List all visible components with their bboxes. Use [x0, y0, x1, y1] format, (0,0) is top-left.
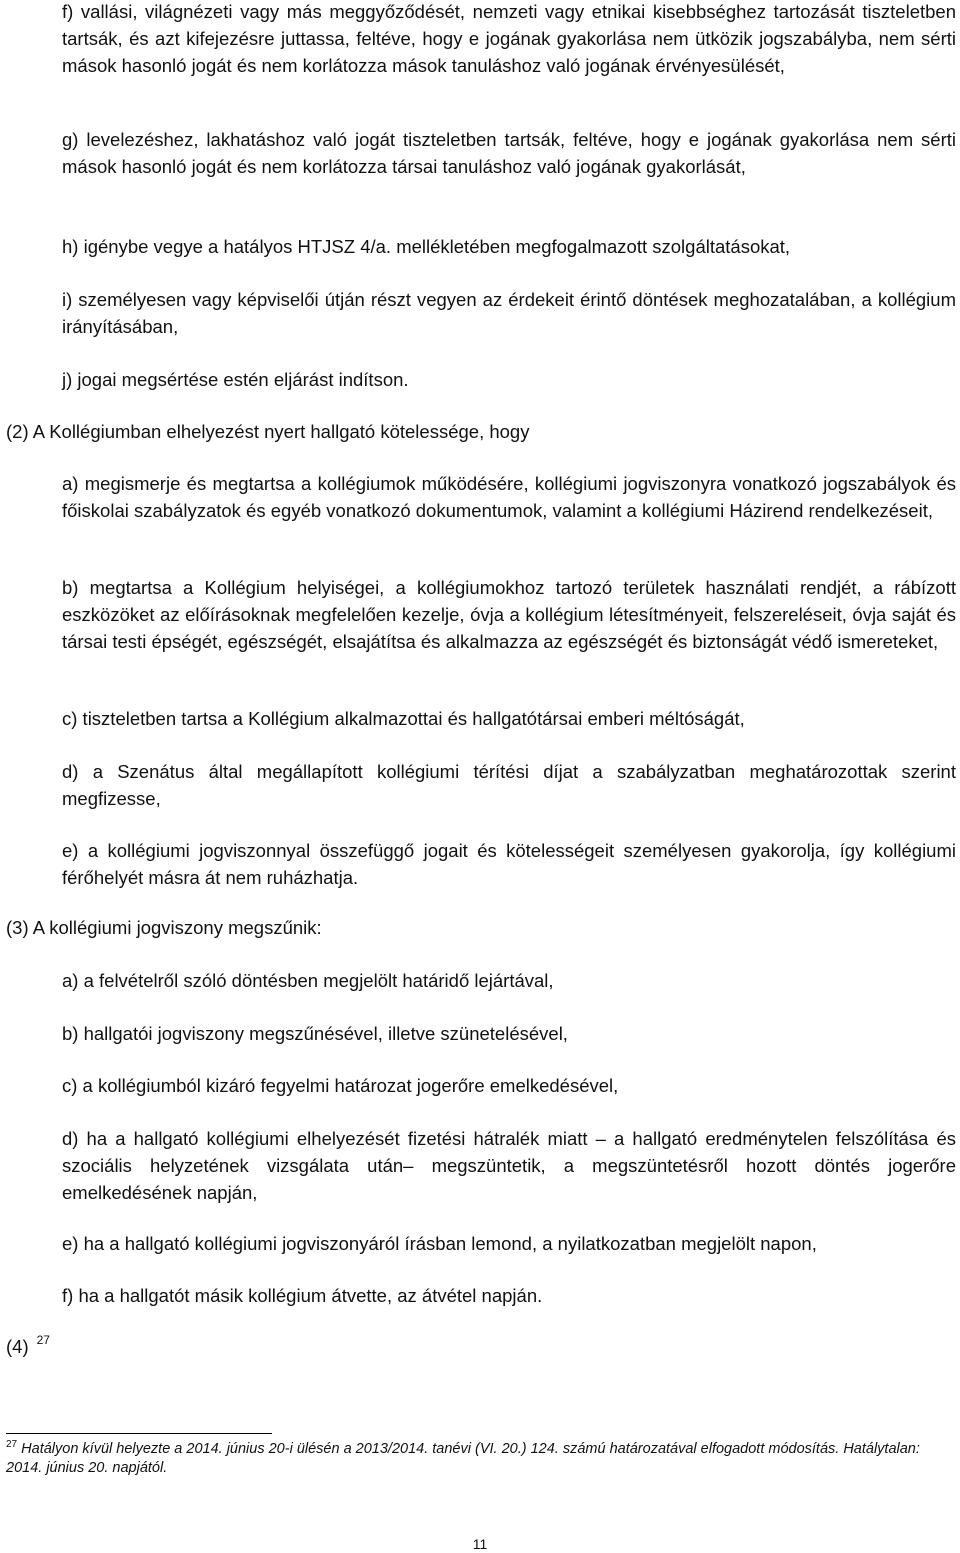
item-3f: f) ha a hallgatót másik kollégium átvette, az átvétel napján.	[62, 1285, 543, 1306]
item-2b: b) megtartsa a Kollégium helyiségei, a kollégiumokhoz tartozó területek használati rendjét, a rábízott eszközöket az előírásoknak megfelelően kezelje, óvja a kollégium létesítményeit, felszereléseit, óvja saját és társai testi épségét, egészségét, elsajátítsa és alkalmazza az egészségét és biztonságát védő ismereteket,	[62, 577, 956, 652]
item-1h: h) igénybe vegye a hatályos HTJSZ 4/a. mellékletében megfogalmazott szolgáltatásokat,	[62, 236, 791, 257]
footnote-text: Hatályon kívül helyezte a 2014. június 20-i ülésén a 2013/2014. tanévi (VI. 20.) 124. számú határozatával elfogadott módosítás. Hatálytalan: 2014. június 20. napjától.	[6, 1441, 920, 1476]
item-1i: i) személyesen vagy képviselői útján részt vegyen az érdekeit érintő döntések meghozatalában, a kollégium irányításában,	[62, 289, 956, 337]
footnote	[6, 1440, 956, 1478]
item-3e: e) ha a hallgató kollégiumi jogviszonyáról írásban lemond, a nyilatkozatban megjelölt napon,	[62, 1233, 817, 1254]
item-2c: c) tiszteletben tartsa a Kollégium alkalmazottai és hallgatótársai emberi méltóságát,	[62, 708, 745, 729]
item-3c: c) a kollégiumból kizáró fegyelmi határozat jogerőre emelkedésével,	[62, 1075, 619, 1096]
item-2d: d) a Szenátus által megállapított kollégiumi térítési díjat a szabályzatban meghatározottak szerint megfizesse,	[62, 761, 956, 809]
section-4-label: (4)	[6, 1336, 29, 1357]
footnote-separator	[6, 1433, 272, 1434]
item-1g: g) levelezéshez, lakhatáshoz való jogát tiszteletben tartsák, feltéve, hogy e jogának gyakorlása nem sérti mások hasonló jogát és nem korlátozza társai tanuláshoz való jogának gyakorlását,	[62, 129, 956, 177]
footnote-marker: 27	[6, 1439, 18, 1451]
item-3a: a) a felvételről szóló döntésben megjelölt határidő lejártával,	[62, 970, 554, 991]
item-3b: b) hallgatói jogviszony megszűnésével, illetve szünetelésével,	[62, 1023, 568, 1044]
page-number: 11	[472, 1536, 488, 1552]
item-2a: a) megismerje és megtartsa a kollégiumok működésére, kollégiumi jogviszonyra vonatkozó jogszabályok és főiskolai szabályzatok és egyéb vonatkozó dokumentumok, valamint a kollégiumi Házirend rendelkezéseit,	[62, 473, 956, 521]
section-2-heading: (2) A Kollégiumban elhelyezést nyert hallgató kötelessége, hogy	[6, 421, 530, 442]
item-2e: e) a kollégiumi jogviszonnyal összefüggő jogait és kötelességeit személyesen gyakorolja, így kollégiumi férőhelyét másra át nem ruházhatja.	[62, 840, 956, 888]
footnote-reference[interactable]: 27	[36, 1333, 50, 1347]
item-1f: f) vallási, világnézeti vagy más meggyőződését, nemzeti vagy etnikai kisebbséghez tartozását tiszteletben tartsák, és azt kifejezésre juttassa, feltéve, hogy e jogának gyakorlása nem ütközik jogszabályba, nem sérti mások hasonló jogát és nem korlátozza mások tanuláshoz való jogának érvényesülését,	[62, 1, 956, 76]
item-3d: d) ha a hallgató kollégiumi elhelyezését fizetési hátralék miatt – a hallgató eredménytelen felszólítása és szociális helyzetének vizsgálata után– megszüntetik, a megszüntetésről hozott döntés jogerőre emelkedésének napján,	[62, 1128, 956, 1203]
section-4-number	[6, 1333, 50, 1363]
item-1j: j) jogai megsértése estén eljárást indítson.	[62, 369, 409, 390]
section-3-heading: (3) A kollégiumi jogviszony megszűnik:	[6, 917, 322, 938]
